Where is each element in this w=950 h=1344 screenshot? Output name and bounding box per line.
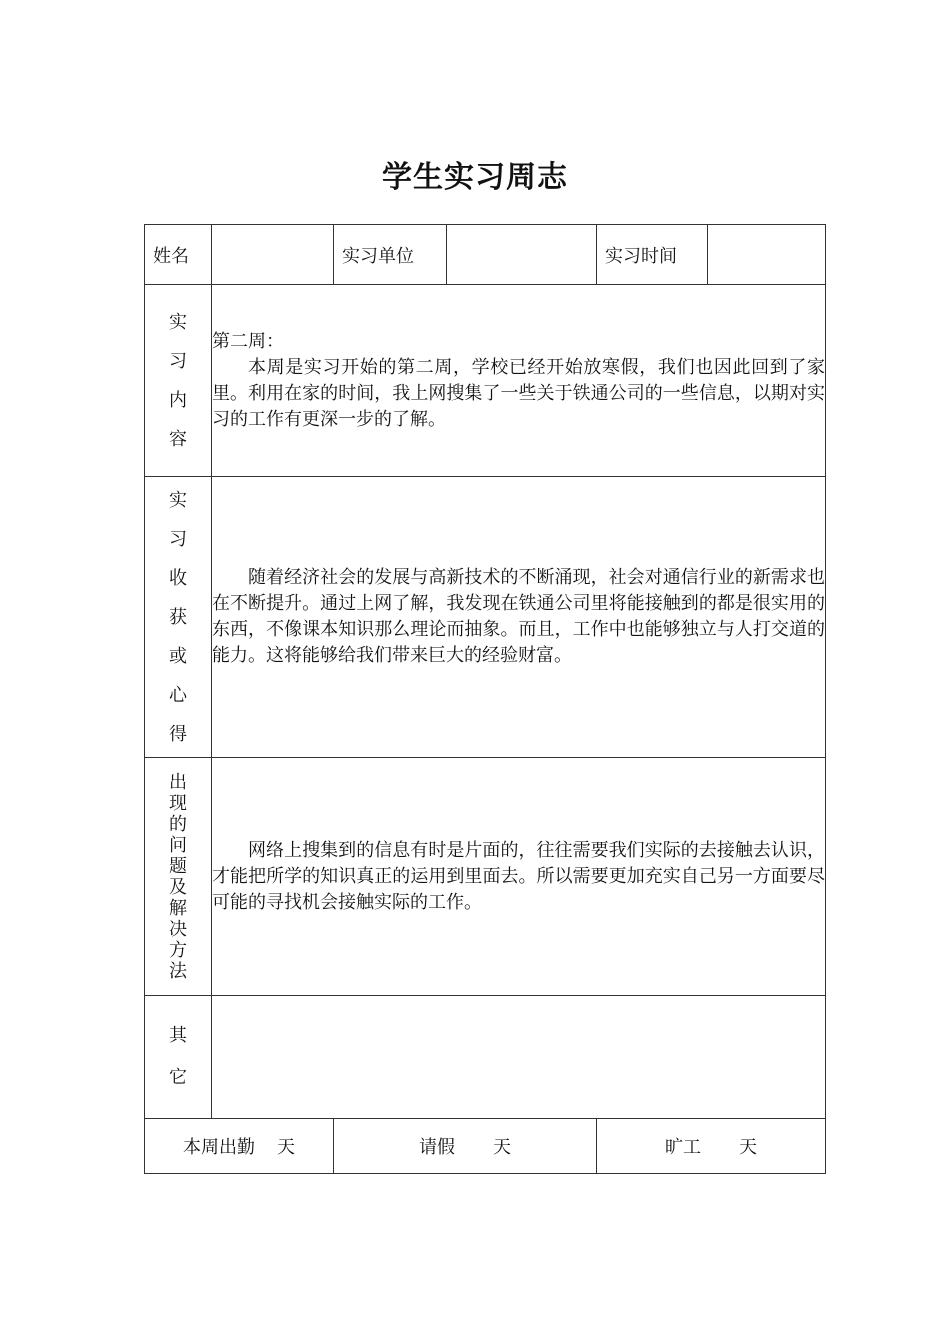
gain-label: [145, 477, 212, 758]
weekly-log-form: [144, 224, 826, 1174]
gain-label-char: 习: [169, 528, 187, 550]
attendance-leave-unit: 天: [493, 1137, 511, 1158]
gain-label-char: 得: [169, 723, 187, 745]
issue-paragraph: 网络上搜集到的信息有时是片面的，往往需要我们实际的去接触去认识，才能把所学的知识真正的运用到里面去。所以需要更加充实自己另一方面要尽可能的寻找机会接触实际的工作。: [212, 839, 825, 913]
content-label-char: 内: [169, 389, 187, 411]
attendance-leave-cell: [334, 1119, 597, 1174]
gain-label-char: 或: [169, 645, 187, 667]
content-label-char: 习: [169, 350, 187, 372]
issue-label-char: 法: [169, 960, 187, 982]
other-label-char: 其: [169, 1025, 187, 1046]
attendance-absent-unit: 天: [739, 1137, 757, 1158]
header-row: [145, 225, 826, 285]
gain-label-char: 收: [169, 567, 187, 589]
content-row: [145, 285, 826, 477]
other-label-char: 它: [169, 1067, 187, 1088]
gain-label-char: 心: [169, 684, 187, 706]
attendance-present-label: 本周出勤: [183, 1137, 255, 1158]
name-field[interactable]: [212, 225, 334, 285]
issue-label-char: 问: [169, 834, 187, 856]
name-label: 姓名: [145, 225, 212, 285]
content-heading: 第二周：: [212, 330, 284, 352]
issue-label-char: 及: [169, 876, 187, 898]
other-label: [145, 996, 212, 1119]
gain-text-area[interactable]: [212, 477, 826, 758]
content-label-char: 容: [169, 428, 187, 450]
attendance-absent-label: 旷工: [665, 1137, 701, 1158]
issue-label-char: 决: [169, 918, 187, 940]
time-field[interactable]: [708, 225, 826, 285]
attendance-leave-label: 请假: [419, 1137, 455, 1158]
time-label: 实习时间: [597, 225, 708, 285]
attendance-row: [145, 1119, 826, 1174]
attendance-present-unit: 天: [277, 1137, 295, 1158]
gain-paragraph: 随着经济社会的发展与高新技术的不断涌现，社会对通信行业的新需求也在不断提升。通过上网了解，我发现在铁通公司里将能接触到的都是很实用的东西，不像课本知识那么理论而抽象。而且，工作中也能够独立与人打交道的能力。这将能够给我们带来巨大的经验财富。: [212, 567, 825, 666]
attendance-present-cell: [145, 1119, 334, 1174]
content-label: [145, 285, 212, 477]
unit-field[interactable]: [447, 225, 597, 285]
issue-row: [145, 758, 826, 996]
issue-label-char: 方: [169, 939, 187, 961]
gain-label-char: 获: [169, 606, 187, 628]
issue-label-char: 现: [169, 792, 187, 814]
unit-label: 实习单位: [334, 225, 447, 285]
content-text-area[interactable]: [212, 285, 826, 477]
attendance-absent-cell: [597, 1119, 826, 1174]
issue-label-char: 出: [169, 771, 187, 793]
content-label-char: 实: [169, 311, 187, 333]
issue-text-area[interactable]: [212, 758, 826, 996]
issue-label: [145, 758, 212, 996]
page-title: 学生实习周志: [382, 160, 568, 195]
other-row: [145, 996, 826, 1119]
issue-label-char: 解: [169, 897, 187, 919]
content-paragraph: 本周是实习开始的第二周，学校已经开始放寒假，我们也因此回到了家里。利用在家的时间，我上网搜集了一些关于铁通公司的一些信息，以期对实习的工作有更深一步的了解。: [212, 356, 825, 430]
gain-label-char: 实: [169, 489, 187, 511]
other-text-area[interactable]: [212, 996, 826, 1119]
issue-label-char: 题: [169, 855, 187, 877]
issue-label-char: 的: [169, 813, 187, 835]
gain-row: [145, 477, 826, 758]
